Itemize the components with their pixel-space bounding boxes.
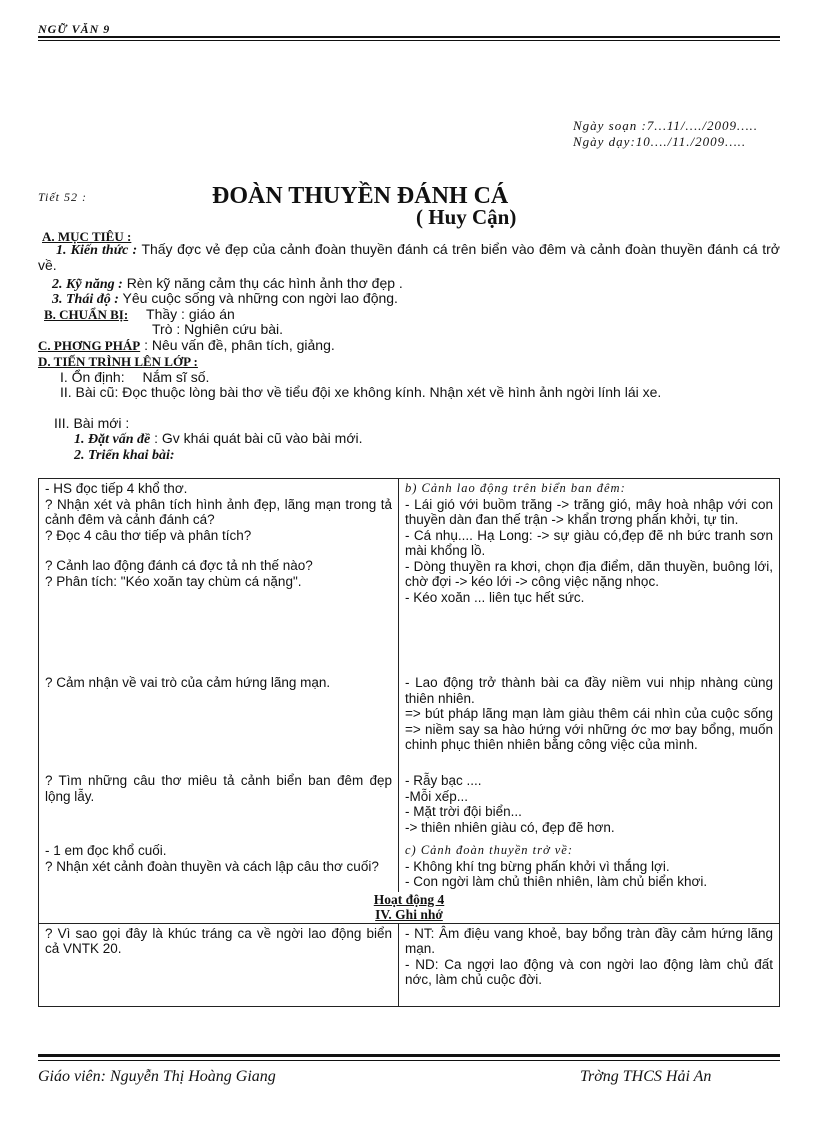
lesson-table bbox=[38, 478, 780, 1007]
process-sub1-text: : Gv khái quát bài cũ vào bài mới. bbox=[154, 430, 363, 446]
section-heading: b) Cảnh lao động trên biển ban đêm: bbox=[405, 481, 626, 495]
lesson-author: ( Huy Cận) bbox=[416, 205, 517, 229]
process-heading: D. TIẾN TRÌNH LÊN LỚP : bbox=[38, 354, 198, 369]
table-cell-right bbox=[399, 479, 780, 892]
footer-teacher-name: Nguyễn Thị Hoàng Giang bbox=[109, 1068, 276, 1085]
subject-header: NGỮ VĂN 9 bbox=[38, 22, 111, 36]
list-item: - Lao động trở thành bài ca đầy niềm vui nhịp nhàng cùng thiên nhiên. bbox=[405, 675, 773, 706]
section-heading: c) Cảnh đoàn thuyền trở về: bbox=[405, 843, 574, 857]
notes-heading: IV. Ghi nhớ bbox=[375, 907, 443, 922]
method-heading: C. PHƠNG PHÁP bbox=[38, 338, 141, 353]
list-item: ? Nhận xét và phân tích hình ảnh đẹp, lãng mạn trong tả cảnh đêm và cảnh đánh cá? bbox=[45, 496, 392, 527]
list-item: - Kéo xoăn ... liên tục hết sức. bbox=[405, 589, 585, 605]
list-item: - Rẫy bạc .... bbox=[405, 773, 482, 788]
process-sub1-label: 1. Đặt vấn đề bbox=[74, 432, 151, 447]
list-item: - ND: Ca ngợi lao động và con ngời lao động làm chủ đất nớc, làm chủ cuộc đời. bbox=[405, 956, 773, 987]
activity-heading-cell bbox=[39, 892, 780, 924]
list-item: - HS đọc tiếp 4 khổ thơ. bbox=[45, 481, 188, 496]
list-item-blank bbox=[45, 543, 392, 558]
table-row bbox=[39, 892, 780, 924]
table-row bbox=[39, 923, 780, 1006]
list-item: ? Cảm nhận về vai trò của cảm hứng lãng mạn. bbox=[45, 675, 331, 690]
footer-teacher-label: Giáo viên: bbox=[38, 1068, 106, 1085]
process-step1-label: I. Ổn định: bbox=[60, 369, 125, 385]
activity-heading: Hoạt động 4 bbox=[373, 891, 445, 907]
footer-rule-thick bbox=[38, 1054, 780, 1057]
objective-skill-label: 2. Kỹ năng : bbox=[52, 277, 123, 292]
list-item: - Cá nhụ.... Hạ Long: -> sự giàu có,đẹp đẽ nh bức tranh sơn mài khổng lồ. bbox=[405, 527, 773, 558]
process-step2 bbox=[38, 385, 780, 400]
preparation-teacher: Thầy : giáo án bbox=[146, 306, 235, 322]
preparation-line bbox=[38, 307, 780, 322]
preparation-heading: B. CHUẨN BỊ: bbox=[44, 307, 129, 322]
list-item: ? Cảnh lao động đánh cá đợc tả nh thế nào? bbox=[45, 558, 313, 573]
list-item: - 1 em đọc khổ cuối. bbox=[45, 843, 167, 858]
process-step1-text: Nắm sĩ số. bbox=[142, 369, 210, 385]
list-item: ? Vì sao gọi đây là khúc tráng ca về ngời lao động biển cả VNTK 20. bbox=[45, 925, 392, 956]
list-item: - Mặt trời đội biển... bbox=[405, 804, 522, 819]
table-cell-left bbox=[39, 923, 399, 1006]
objective-knowledge-label: 1. Kiến thức : bbox=[56, 243, 138, 258]
lesson-title: ĐOÀN THUYỀN ĐÁNH CÁ bbox=[212, 183, 509, 209]
objective-attitude-label: 3. Thái độ : bbox=[52, 292, 119, 307]
list-item: - Không khí tng bừng phấn khởi vì thắng lợi. bbox=[405, 858, 670, 874]
header-rule-thin bbox=[38, 40, 780, 41]
process-step2-text: Đọc thuộc lòng bài thơ về tiểu đội xe không kính. Nhận xét về hình ảnh ngời lính lái xe. bbox=[122, 384, 662, 400]
list-item: - Con ngời làm chủ thiên nhiên, làm chủ biển khơi. bbox=[405, 874, 708, 889]
objective-skill-text: Rèn kỹ năng cảm thụ các hình ảnh thơ đẹp . bbox=[126, 275, 403, 291]
process-sub2-label: 2. Triển khai bài: bbox=[74, 448, 175, 463]
process-step3-label: III. Bài mới : bbox=[54, 415, 130, 431]
list-item: => bút pháp lãng mạn làm giàu thêm cái nhìn của cuộc sống => niềm say sa hào hứng với những ớc mơ bay bổng, muốn chinh phục thiên nhiên bằng công việc của mình. bbox=[405, 706, 773, 752]
process-step3 bbox=[38, 416, 780, 431]
preparation-student-line bbox=[38, 322, 780, 337]
objective-knowledge-text: Thấy đợc vẻ đẹp của cảnh đoàn thuyền đánh cá trên biển vào đêm và cảnh đoàn thuyền đánh cá trở về. bbox=[38, 241, 780, 273]
process-step1 bbox=[38, 370, 780, 385]
method-text: : Nêu vấn đề, phân tích, giảng. bbox=[144, 337, 335, 353]
footer-teacher bbox=[38, 1068, 276, 1086]
objective-knowledge bbox=[38, 242, 780, 273]
list-item: ? Tìm những câu thơ miêu tả cảnh biển ban đêm đẹp lộng lẫy. bbox=[45, 773, 392, 804]
process-heading-line bbox=[38, 354, 780, 369]
process-sub1 bbox=[38, 431, 780, 447]
footer-school: Trờng THCS Hải An bbox=[580, 1068, 712, 1085]
list-item: ? Đọc 4 câu thơ tiếp và phân tích? bbox=[45, 527, 252, 543]
objective-attitude-text: Yêu cuộc sống và những con ngời lao động. bbox=[122, 290, 398, 306]
list-item: - Dòng thuyền ra khơi, chọn địa điểm, dăn thuyền, buông lới, chờ đợi -> kéo lới -> công việc nặng nhọc. bbox=[405, 558, 773, 589]
process-sub2 bbox=[38, 447, 780, 463]
footer-rule-thin bbox=[38, 1060, 780, 1061]
list-item: ? Phân tích: "Kéo xoăn tay chùm cá nặng". bbox=[45, 573, 302, 589]
list-item: - Lái gió với buồm trăng -> trăng gió, mây hoà nhập với con thuyền dàn đan thế trận -> khẩn trơng phấn khởi, tự tin. bbox=[405, 496, 773, 527]
list-item: - NT: Âm điệu vang khoẻ, bay bổng tràn đầy cảm hứng lãng mạn. bbox=[405, 925, 773, 956]
method-line bbox=[38, 338, 780, 353]
list-item: ? Nhận xét cảnh đoàn thuyền và cách lập câu thơ cuối? bbox=[45, 858, 379, 874]
table-row bbox=[39, 479, 780, 892]
table-cell-left bbox=[39, 479, 399, 892]
objective-attitude bbox=[38, 291, 780, 307]
process-step2-label: II. Bài cũ: bbox=[60, 384, 119, 400]
lesson-dates bbox=[573, 118, 758, 150]
list-item: -Mỗi xếp... bbox=[405, 788, 469, 804]
preparation-student: Trò : Nghiên cứu bài. bbox=[152, 321, 284, 337]
objectives-heading: A. MỤC TIÊU : bbox=[42, 229, 132, 244]
list-item: -> thiên nhiên giàu có, đẹp đẽ hơn. bbox=[405, 819, 615, 835]
header-rule-thick bbox=[38, 36, 780, 38]
lesson-number: Tiết 52 : bbox=[38, 190, 88, 204]
date-prepared: Ngày soạn :7…11/…./2009….. bbox=[572, 118, 758, 133]
table-cell-right bbox=[399, 923, 780, 1006]
date-taught: Ngày dạy:10…./11./2009….. bbox=[572, 134, 747, 149]
